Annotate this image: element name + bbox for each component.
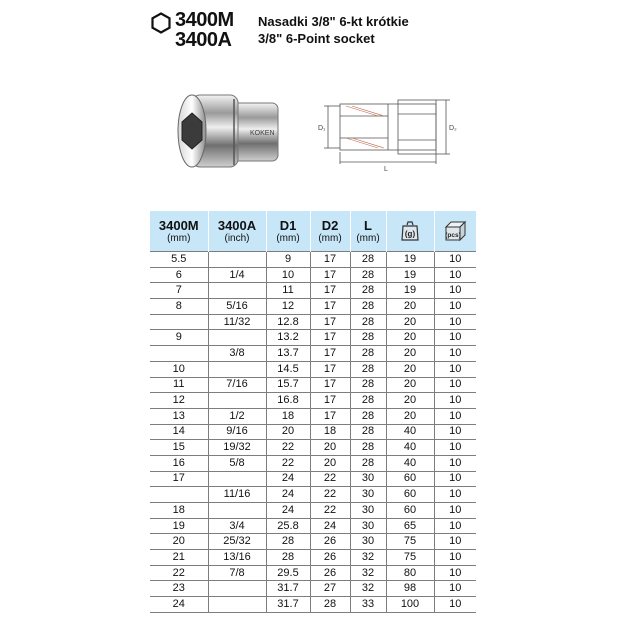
cell-d2: 17 [310,377,350,393]
cell-inch-size [208,597,266,613]
cell-quantity: 10 [434,503,476,519]
cell-d2: 22 [310,487,350,503]
cell-weight: 60 [386,487,434,503]
cell-metric-size: 11 [150,377,208,393]
cell-metric-size: 6 [150,267,208,283]
cell-weight: 20 [386,314,434,330]
product-code-metric: 3400M [175,9,234,31]
cell-inch-size: 5/8 [208,455,266,471]
hexagon-icon [150,12,172,34]
cell-weight: 75 [386,550,434,566]
cell-length: 30 [350,487,386,503]
cell-d1: 13.7 [266,346,310,362]
cell-quantity: 10 [434,487,476,503]
table-row [150,408,476,424]
cell-weight: 100 [386,597,434,613]
cell-length: 28 [350,314,386,330]
cell-d1: 16.8 [266,393,310,409]
table-row [150,581,476,597]
table-row [150,361,476,377]
cell-metric-size: 23 [150,581,208,597]
cell-length: 30 [350,471,386,487]
table-row [150,534,476,550]
cell-d2: 28 [310,597,350,613]
column-header-length: L (mm) [350,211,386,252]
table-row [150,314,476,330]
cell-metric-size: 12 [150,393,208,409]
cell-metric-size [150,314,208,330]
cell-inch-size [208,283,266,299]
drawing-label-d2: D₂ [449,125,457,132]
cell-metric-size: 16 [150,455,208,471]
column-header-d1: D1 (mm) [266,211,310,252]
table-row [150,393,476,409]
table-row [150,424,476,440]
cell-quantity: 10 [434,361,476,377]
cell-length: 28 [350,440,386,456]
table-row [150,283,476,299]
cell-inch-size: 3/8 [208,346,266,362]
cell-inch-size: 1/2 [208,408,266,424]
cell-metric-size: 14 [150,424,208,440]
title-polish: Nasadki 3/8" 6-kt krótkie [258,14,409,29]
cell-length: 28 [350,330,386,346]
cell-metric-size: 5.5 [150,252,208,268]
cell-d1: 22 [266,440,310,456]
cell-d1: 13.2 [266,330,310,346]
cell-d2: 17 [310,267,350,283]
svg-text:KOKEN: KOKEN [250,130,275,137]
cell-quantity: 10 [434,565,476,581]
svg-text:(pcs): (pcs) [445,232,461,239]
cell-d2: 22 [310,503,350,519]
cell-d1: 24 [266,503,310,519]
table-row [150,252,476,268]
column-header-d2: D2 (mm) [310,211,350,252]
cell-length: 32 [350,565,386,581]
table-row [150,455,476,471]
cell-inch-size [208,581,266,597]
table-row [150,299,476,315]
cell-inch-size [208,252,266,268]
cell-weight: 40 [386,424,434,440]
table-row [150,550,476,566]
cell-weight: 60 [386,503,434,519]
cell-metric-size: 7 [150,283,208,299]
cell-d2: 17 [310,252,350,268]
cell-quantity: 10 [434,252,476,268]
cell-weight: 20 [386,299,434,315]
table-row [150,330,476,346]
cell-d1: 24 [266,471,310,487]
cell-inch-size: 19/32 [208,440,266,456]
cell-inch-size [208,330,266,346]
cell-quantity: 10 [434,267,476,283]
cell-quantity: 10 [434,299,476,315]
cell-quantity: 10 [434,597,476,613]
table-body [150,252,476,613]
cell-quantity: 10 [434,377,476,393]
table-row [150,518,476,534]
cell-d2: 20 [310,455,350,471]
cell-metric-size: 21 [150,550,208,566]
cell-d2: 17 [310,346,350,362]
cell-d1: 31.7 [266,597,310,613]
cell-length: 28 [350,424,386,440]
table-row [150,487,476,503]
cell-weight: 98 [386,581,434,597]
cell-inch-size: 5/16 [208,299,266,315]
cell-length: 30 [350,518,386,534]
cell-metric-size: 13 [150,408,208,424]
cell-quantity: 10 [434,455,476,471]
cell-length: 28 [350,346,386,362]
cell-quantity: 10 [434,346,476,362]
cell-d1: 18 [266,408,310,424]
cell-d1: 28 [266,534,310,550]
cell-length: 30 [350,503,386,519]
cell-d2: 17 [310,408,350,424]
cell-length: 28 [350,393,386,409]
cell-quantity: 10 [434,471,476,487]
cell-d1: 29.5 [266,565,310,581]
table-row [150,471,476,487]
cell-weight: 40 [386,455,434,471]
cell-d1: 14.5 [266,361,310,377]
cell-d1: 22 [266,455,310,471]
cell-d2: 18 [310,424,350,440]
cell-metric-size [150,346,208,362]
cell-metric-size: 24 [150,597,208,613]
cell-weight: 20 [386,408,434,424]
cell-metric-size [150,487,208,503]
cell-length: 28 [350,455,386,471]
cell-d2: 17 [310,299,350,315]
svg-text:(g): (g) [404,229,416,239]
cell-inch-size: 7/8 [208,565,266,581]
cell-length: 33 [350,597,386,613]
cell-inch-size: 13/16 [208,550,266,566]
cell-metric-size: 19 [150,518,208,534]
cell-length: 28 [350,283,386,299]
table-row [150,267,476,283]
cell-inch-size: 11/32 [208,314,266,330]
cell-length: 28 [350,408,386,424]
cell-quantity: 10 [434,581,476,597]
cell-d1: 31.7 [266,581,310,597]
cell-quantity: 10 [434,518,476,534]
cell-quantity: 10 [434,424,476,440]
cell-weight: 20 [386,361,434,377]
table-row [150,503,476,519]
cell-d1: 12 [266,299,310,315]
box-icon [442,219,468,243]
cell-inch-size: 11/16 [208,487,266,503]
cell-inch-size [208,361,266,377]
cell-d1: 10 [266,267,310,283]
cell-inch-size: 25/32 [208,534,266,550]
product-code-inch: 3400A [175,29,232,51]
cell-length: 32 [350,550,386,566]
column-header-weight [386,211,434,252]
cell-weight: 19 [386,283,434,299]
table-row [150,565,476,581]
cell-weight: 75 [386,534,434,550]
cell-inch-size [208,393,266,409]
table-row [150,346,476,362]
table-row [150,377,476,393]
column-header-metric: 3400M (mm) [150,211,208,252]
weight-icon [398,219,422,243]
cell-length: 30 [350,534,386,550]
cell-d1: 24 [266,487,310,503]
column-header-inch: 3400A (inch) [208,211,266,252]
cell-d1: 25.8 [266,518,310,534]
table-header-row [150,211,476,252]
cell-metric-size: 20 [150,534,208,550]
cell-quantity: 10 [434,314,476,330]
cell-inch-size [208,503,266,519]
cell-metric-size: 9 [150,330,208,346]
cell-length: 28 [350,299,386,315]
cell-weight: 20 [386,377,434,393]
cell-d2: 26 [310,550,350,566]
cell-d2: 17 [310,361,350,377]
cell-inch-size: 7/16 [208,377,266,393]
technical-drawing [318,92,458,174]
cell-quantity: 10 [434,550,476,566]
cell-d1: 11 [266,283,310,299]
cell-length: 28 [350,252,386,268]
cell-d2: 26 [310,565,350,581]
cell-metric-size: 18 [150,503,208,519]
column-header-quantity [434,211,476,252]
cell-weight: 65 [386,518,434,534]
cell-d1: 12.8 [266,314,310,330]
cell-inch-size [208,471,266,487]
cell-metric-size: 10 [150,361,208,377]
cell-quantity: 10 [434,283,476,299]
cell-d2: 17 [310,314,350,330]
cell-length: 28 [350,377,386,393]
cell-d2: 17 [310,393,350,409]
cell-inch-size: 3/4 [208,518,266,534]
cell-metric-size: 8 [150,299,208,315]
cell-quantity: 10 [434,330,476,346]
cell-weight: 19 [386,252,434,268]
drawing-label-d1: D₁ [318,125,326,132]
cell-weight: 20 [386,393,434,409]
table-row [150,597,476,613]
cell-inch-size: 1/4 [208,267,266,283]
cell-d1: 15.7 [266,377,310,393]
drawing-label-l: L [384,166,388,173]
cell-d2: 17 [310,330,350,346]
cell-d2: 24 [310,518,350,534]
cell-length: 32 [350,581,386,597]
cell-weight: 40 [386,440,434,456]
cell-d2: 27 [310,581,350,597]
cell-weight: 19 [386,267,434,283]
cell-weight: 60 [386,471,434,487]
socket-photo [170,85,285,175]
cell-d2: 22 [310,471,350,487]
cell-inch-size: 9/16 [208,424,266,440]
cell-metric-size: 15 [150,440,208,456]
cell-weight: 20 [386,330,434,346]
cell-d1: 20 [266,424,310,440]
cell-quantity: 10 [434,408,476,424]
cell-d1: 28 [266,550,310,566]
cell-metric-size: 17 [150,471,208,487]
cell-quantity: 10 [434,534,476,550]
cell-d2: 20 [310,440,350,456]
cell-d2: 26 [310,534,350,550]
cell-quantity: 10 [434,440,476,456]
cell-quantity: 10 [434,393,476,409]
cell-d2: 17 [310,283,350,299]
cell-d1: 9 [266,252,310,268]
cell-weight: 20 [386,346,434,362]
table-row [150,440,476,456]
title-english: 3/8" 6-Point socket [258,31,375,46]
cell-length: 28 [350,267,386,283]
cell-weight: 80 [386,565,434,581]
cell-metric-size: 22 [150,565,208,581]
cell-length: 28 [350,361,386,377]
spec-table [150,211,477,613]
